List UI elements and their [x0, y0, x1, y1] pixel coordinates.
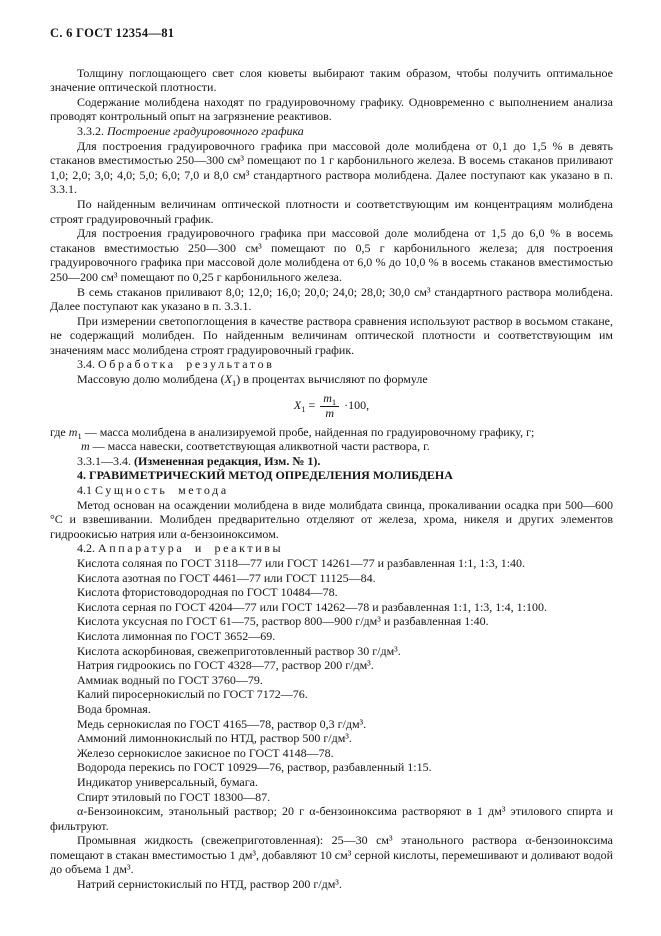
- legend-variable-m: m: [81, 439, 90, 454]
- reagent-item: Медь сернокислая по ГОСТ 4165—78, раствор 0,3 г/дм³.: [77, 716, 367, 731]
- heading-3-4-title: Обработка результатов: [98, 357, 275, 372]
- formula-lhs-subscript: 1: [301, 403, 306, 414]
- formula-equals-sign: =: [305, 397, 319, 412]
- legend-m-description: — масса навески, соответствующая аликвотной части раствора, г.: [89, 439, 430, 454]
- paragraph-graph-low-range: Для построения градуировочного графика при массовой доле молибдена от 0,1 до 1,5 % в девять стаканов вместимостью 250—300 см³ помещают по 1 г карбонильного железа. В восемь стаканов приливают 1,0; 2,0; 3,0; 4,0; 5,0; 6,0; 7,0 и 8,0 см³ стандартного раствора молибдена. Далее поступают как указано в п. 3.3.1.: [50, 138, 613, 197]
- reagent-item: Кислота фтористоводородная по ГОСТ 10484—78.: [77, 585, 338, 600]
- formula-intro-text-pre: Массовую долю молибдена (: [77, 372, 225, 387]
- formula-fraction: [320, 392, 339, 420]
- reagent-item: Кислота уксусная по ГОСТ 61—75, раствор 800—900 г/дм³ и разбавленная 1:40.: [77, 614, 489, 629]
- variable-x: X: [224, 372, 232, 387]
- reagent-item: Аммиак водный по ГОСТ 3760—79.: [77, 672, 263, 687]
- heading-3-4: [50, 357, 613, 372]
- formula-lhs-variable: X: [293, 397, 302, 412]
- paragraph-seven-beakers: В семь стаканов приливают 8,0; 12,0; 16,0; 20,0; 24,0; 28,0; 30,0 см³ стандартного раствора молибдена. Далее поступают как указано в п. 3.3.1.: [50, 284, 613, 314]
- heading-4-2: [50, 541, 613, 556]
- reagent-item: Индикатор универсальный, бумага.: [77, 774, 258, 789]
- reagent-item: Железо сернокислое закисное по ГОСТ 4148—78.: [77, 745, 334, 760]
- legend-m1-description: — масса молибдена в анализируемой пробе, найденная по градуировочному графику, г;: [81, 424, 535, 439]
- legend-variable-m1: m: [68, 424, 78, 439]
- reagent-item: Калий пиросернокислый по ГОСТ 7172—76.: [77, 687, 308, 702]
- reagent-item: Вода бромная.: [77, 701, 151, 716]
- formula-multiplier: ·100,: [344, 397, 370, 412]
- reagent-item: Спирт этиловый по ГОСТ 18300—87.: [77, 789, 271, 804]
- paragraph-benzoinoxime: α-Бензоиноксим, этанольный раствор; 20 г α-бензоиноксима растворяют в 1 дм³ этилового спирта и фильтруют.: [50, 804, 613, 833]
- formula-legend: [50, 425, 613, 454]
- heading-4-2-number: 4.2.: [77, 541, 95, 556]
- paragraph-content-molybdenum: Содержание молибдена находят по градуировочному графику. Одновременно с выполнением анализа проводят контрольный опыт на загрязнение реактивов.: [50, 94, 613, 124]
- paragraph-wash-liquid: Промывная жидкость (свежеприготовленная): 25—30 см³ этанольного раствора α-бензоиноксима помещают в стакан вместимостью 1 дм³, добавляют 10 см³ серной кислоты, перемешивают и доливают водой до объема 1 дм³.: [50, 833, 613, 877]
- amendment-note-bold: (Измененная редакция, Изм. № 1).: [134, 453, 321, 468]
- heading-4-1-title: Сущность метода: [95, 483, 229, 498]
- amendment-clause-numbers: 3.3.1—3.4.: [77, 453, 134, 468]
- paragraph-sodium-sulfite: Натрий сернистокислый по НТД, раствор 200 г/дм³.: [77, 877, 342, 892]
- reagent-item: Кислота соляная по ГОСТ 3118—77 или ГОСТ 14261—77 и разбавленная 1:1, 1:3, 1:40.: [77, 556, 526, 570]
- paragraph-formula-intro: [50, 372, 613, 387]
- heading-3-4-number: 3.4.: [77, 357, 95, 372]
- heading-4-2-title: Аппаратура и реактивы: [98, 541, 284, 556]
- legend-line-m1: [50, 425, 613, 440]
- heading-3-3-2-title: Построение градуировочного графика: [107, 123, 304, 138]
- heading-3-3-2-number: 3.3.2.: [77, 123, 104, 138]
- reagent-item: Водорода перекись по ГОСТ 10929—76, раствор, разбавленный 1:15.: [77, 760, 432, 775]
- reagent-item: Кислота азотная по ГОСТ 4461—77 или ГОСТ 11125—84.: [77, 570, 376, 585]
- page-header: С. 6 ГОСТ 12354—81: [50, 26, 175, 40]
- formula-intro-text-post: ) в процентах вычисляют по формуле: [236, 372, 428, 387]
- heading-4-1-number: 4.1: [77, 483, 92, 498]
- formula-denominator: m: [325, 405, 335, 420]
- paragraph-cuvette: Толщину поглощающего свет слоя кюветы выбирают таким образом, чтобы получить оптимальное значение оптической плотности.: [50, 65, 613, 95]
- paragraph-optical-density: По найденным величинам оптической плотности и соответствующим им концентрациям молибдена строят градуировочный график.: [50, 196, 613, 226]
- legend-where-word: где: [50, 424, 69, 439]
- reagent-item: Аммоний лимоннокислый по НТД, раствор 500 г/дм³.: [77, 731, 352, 746]
- paragraph-graph-high-range: Для построения градуировочного графика при массовой доле молибдена от 1,5 до 6,0 % в восемь стаканов вместимостью 250—300 см³ помещают по 0,5 г карбонильного железа; для построения градуировочного графика при массовой доле молибдена от 6,0 % до 10,0 % в восемь стаканов вместимостью 250—200 см³ помещают по 0,25 г карбонильного железа.: [50, 226, 613, 284]
- paragraph-amendment: [50, 454, 613, 469]
- reagent-item: Кислота лимонная по ГОСТ 3652—69.: [77, 628, 276, 643]
- formula-numerator-variable: m: [323, 390, 332, 405]
- variable-x-subscript: 1: [231, 378, 237, 389]
- reagent-item: Натрия гидроокись по ГОСТ 4328—77, раствор 200 г/дм³.: [77, 658, 374, 673]
- formula-mass-fraction: [50, 392, 613, 420]
- heading-4-1: [50, 483, 613, 498]
- paragraph-light-absorption: При измерении светопоглощения в качестве раствора сравнения используют раствор в восьмом стакане, не содержащий молибден. По найденным величинам оптической плотности и соответствующим им значениям масс молибдена строят градуировочный график.: [50, 313, 613, 357]
- legend-line-m: [50, 439, 613, 454]
- reagent-item: Кислота серная по ГОСТ 4204—77 или ГОСТ 14262—78 и разбавленная 1:1, 1:3, 1:4, 1:100.: [77, 599, 547, 614]
- formula-numerator: [320, 392, 339, 407]
- heading-section-4: 4. ГРАВИМЕТРИЧЕСКИЙ МЕТОД ОПРЕДЕЛЕНИЯ МОЛИБДЕНА: [77, 468, 453, 483]
- reagent-item: Кислота аскорбиновая, свежеприготовленный раствор 30 г/дм³.: [77, 643, 401, 658]
- paragraph-method-essence: Метод основан на осаждении молибдена в виде молибдата свинца, прокаливании осадка при 500—600 °С и взвешивании. Молибден предварительно отделяют от железа, хрома, никеля и других элементов гидроокисью натрия или α-бензоиноксимом.: [50, 497, 613, 541]
- heading-3-3-2: [50, 124, 613, 139]
- legend-variable-m1-subscript: 1: [77, 430, 82, 441]
- formula-numerator-subscript: 1: [331, 396, 337, 407]
